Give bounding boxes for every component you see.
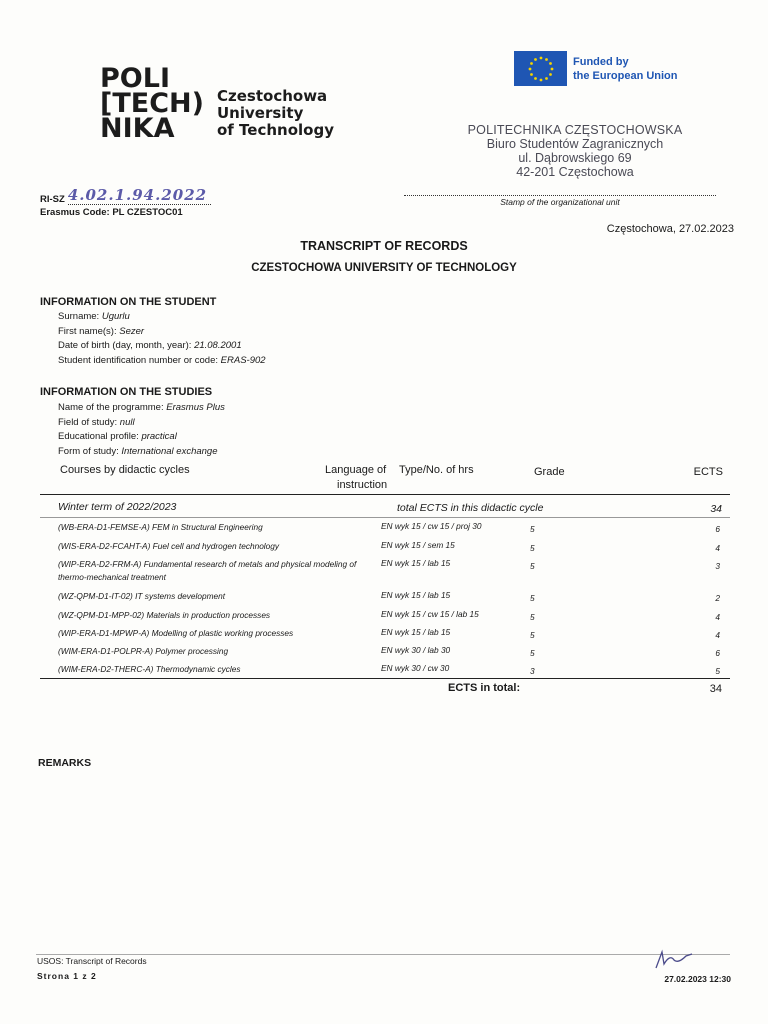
course-ects: 6 (715, 648, 720, 658)
term-total-label: total ECTS in this didactic cycle (397, 502, 544, 514)
field-of-study: null (119, 416, 135, 428)
risz-handwritten-number: 4.02.1.94.2022 (68, 186, 211, 205)
organizational-stamp (440, 123, 710, 179)
course-ects: 6 (715, 524, 720, 534)
eu-flag-icon (514, 51, 567, 86)
course-grade: 5 (530, 561, 535, 571)
course-type-hours: EN wyk 15 / sem 15 (381, 540, 455, 550)
eu-badge-text (573, 55, 678, 83)
course-ects: 2 (715, 593, 720, 603)
student-info (58, 310, 266, 368)
logo-mark-line: POLI (100, 63, 170, 94)
university-logo-mark (100, 63, 204, 144)
student-section-heading: INFORMATION ON THE STUDENT (40, 296, 217, 308)
student-field: Date of birth (day, month, year): 21.08.2001 (58, 340, 242, 351)
logo-name-line: University (217, 104, 304, 122)
signature-mark (652, 946, 696, 977)
course-type-hours: EN wyk 30 / lab 30 (381, 645, 451, 655)
table-header-divider (40, 494, 730, 495)
university-logo-name (217, 88, 334, 139)
form-of-study: International exchange (121, 445, 218, 457)
course-grade: 5 (530, 630, 535, 640)
course-type-hours: EN wyk 15 / lab 15 (381, 590, 451, 600)
ects-total-value: 34 (709, 683, 722, 695)
student-id: ERAS-902 (220, 354, 266, 366)
stamp-caption: Stamp of the organizational unit (500, 197, 620, 207)
programme-name: Erasmus Plus (166, 402, 225, 413)
eu-badge-line: Funded by (573, 55, 629, 68)
issue-date: Częstochowa, 27.02.2023 (606, 223, 734, 235)
course-type-hours: EN wyk 15 / lab 15 (381, 627, 451, 637)
course-name: (WIS-ERA-D2-FCAHT-A) Fuel cell and hydrogen technology (58, 541, 280, 551)
studies-info (58, 401, 225, 459)
stamp-line-text: 42-201 Częstochowa (516, 165, 634, 179)
student-surname: Ugurlu (101, 311, 130, 322)
course-grade: 5 (530, 612, 535, 622)
course-grade: 3 (530, 666, 535, 676)
course-ects: 5 (715, 666, 720, 676)
courses-column-header: Courses by didactic cycles (60, 464, 190, 476)
logo-name-line: of Technology (217, 121, 334, 139)
course-name: (WB-ERA-D1-FEMSE-A) FEM in Structural Engineering (58, 522, 263, 532)
remarks-heading: REMARKS (38, 757, 92, 769)
course-type-hours: EN wyk 15 / cw 15 / proj 30 (381, 521, 482, 531)
language-column-header: Language of (325, 464, 387, 476)
student-birth-date: 21.08.2001 (194, 340, 242, 351)
language-column-header-line2: instruction (337, 479, 388, 491)
course-type-hours: EN wyk 30 / cw 30 (381, 663, 450, 673)
course-ects: 4 (715, 630, 720, 640)
stamp-line-text: POLITECHNIKA CZĘSTOCHOWSKA (467, 123, 683, 137)
footer-page-number: Strona 1 z 2 (37, 971, 97, 981)
logo-name-line: Czestochowa (217, 87, 328, 105)
student-field: First name(s): Sezer (58, 325, 145, 337)
risz-reference (40, 186, 211, 205)
stamp-divider (404, 195, 716, 196)
course-name: (WIM-ERA-D2-THERC-A) Thermodynamic cycles (58, 664, 241, 674)
studies-field: Form of study: International exchange (58, 445, 218, 457)
document-title: TRANSCRIPT OF RECORDS (300, 239, 468, 253)
eu-funding-badge (514, 51, 678, 86)
table-bottom-divider (40, 678, 730, 679)
erasmus-code: Erasmus Code: PL CZESTOC01 (40, 207, 183, 218)
footer-system-name: USOS: Transcript of Records (37, 956, 147, 966)
footer-divider (36, 954, 730, 955)
ects-column-header: ECTS (693, 466, 723, 478)
term-divider (40, 517, 730, 518)
stamp-line-text: Biuro Studentów Zagranicznych (486, 137, 664, 151)
course-grade: 5 (530, 543, 535, 553)
educational-profile: practical (141, 431, 177, 442)
ects-total-label: ECTS in total: (448, 682, 521, 694)
course-grade: 5 (530, 593, 535, 603)
type-column-header: Type/No. of hrs (399, 464, 474, 476)
student-first-name: Sezer (119, 325, 145, 337)
logo-mark-line: NIKA (100, 113, 175, 144)
studies-field: Educational profile: practical (58, 431, 177, 442)
course-ects: 4 (715, 543, 720, 553)
term-label: Winter term of 2022/2023 (58, 501, 177, 513)
risz-label: RI-SZ (40, 194, 65, 205)
course-grade: 5 (530, 524, 535, 534)
document-subtitle: CZESTOCHOWA UNIVERSITY OF TECHNOLOGY (251, 262, 517, 274)
course-type-hours: EN wyk 15 / lab 15 (381, 558, 451, 568)
course-name: (WIP-ERA-D2-FRM-A) Fundamental research of metals and physical modeling of thermo-mechanical treatment (58, 559, 357, 582)
footer-timestamp: 27.02.2023 12:30 (664, 974, 731, 984)
student-field: Surname: Ugurlu (58, 311, 130, 322)
term-total-ects: 34 (710, 503, 722, 515)
student-field: Student identification number or code: ERAS-902 (58, 354, 266, 366)
grade-column-header: Grade (534, 466, 565, 478)
course-type-hours: EN wyk 15 / cw 15 / lab 15 (381, 609, 479, 619)
studies-field: Field of study: null (58, 416, 135, 428)
course-ects: 4 (715, 612, 720, 622)
course-grade: 5 (530, 648, 535, 658)
eu-badge-line: the European Union (573, 69, 678, 82)
course-name: (WZ-QPM-D1-IT-02) IT systems development (58, 591, 226, 601)
course-name: (WIP-ERA-D1-MPWP-A) Modelling of plastic working processes (58, 628, 294, 638)
course-name: (WIM-ERA-D1-POLPR-A) Polymer processing (58, 646, 229, 656)
studies-field: Name of the programme: Erasmus Plus (58, 402, 225, 413)
course-ects: 3 (715, 561, 720, 571)
logo-mark-line: [TECH) (100, 88, 204, 119)
course-name: (WZ-QPM-D1-MPP-02) Materials in production processes (58, 610, 271, 620)
studies-section-heading: INFORMATION ON THE STUDIES (40, 386, 213, 398)
stamp-line-text: ul. Dąbrowskiego 69 (518, 151, 632, 165)
